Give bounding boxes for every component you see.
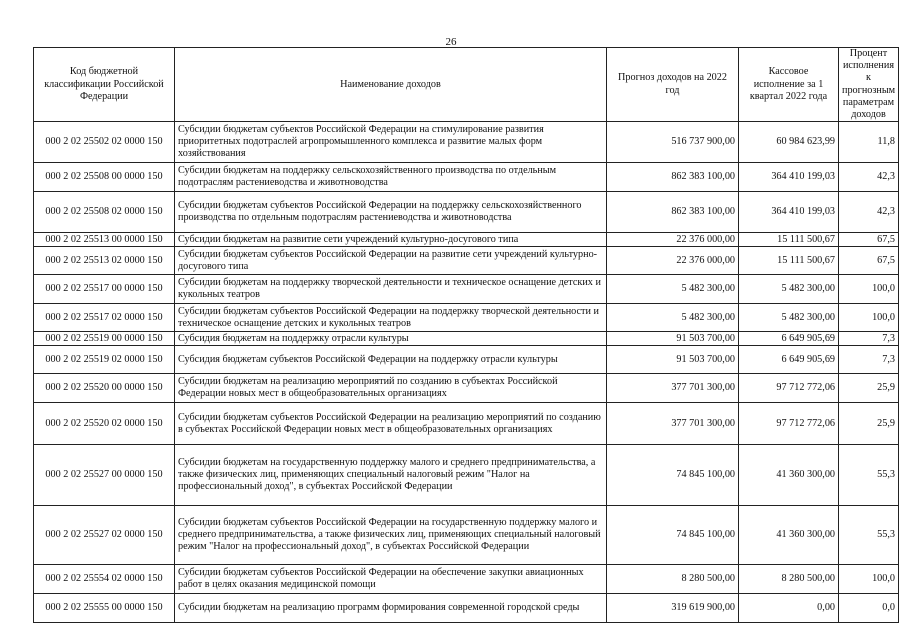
table-row xyxy=(34,304,899,332)
row-cash: 97 712 772,06 xyxy=(739,374,839,403)
row-cash: 8 280 500,00 xyxy=(739,565,839,594)
row-code: 000 2 02 25502 02 0000 150 xyxy=(34,122,175,163)
row-cash: 15 111 500,67 xyxy=(739,247,839,275)
row-name: Субсидия бюджетам субъектов Российской Федерации на поддержку отрасли культуры xyxy=(175,346,607,374)
row-name: Субсидии бюджетам субъектов Российской Федерации на государственную поддержку малого и среднего предпринимательства, а также физических лиц, применяющих специальный налоговый режим "Налог на профессиональный доход", в субъектах Российской Федерации xyxy=(175,506,607,565)
table-row xyxy=(34,192,899,233)
row-percent: 67,5 xyxy=(839,247,899,275)
row-percent: 42,3 xyxy=(839,192,899,233)
table-row xyxy=(34,594,899,623)
header-percent: Процент исполнения к прогнозным параметрам доходов xyxy=(839,48,899,122)
table-row xyxy=(34,275,899,304)
row-code: 000 2 02 25508 00 0000 150 xyxy=(34,163,175,192)
row-code: 000 2 02 25513 02 0000 150 xyxy=(34,247,175,275)
row-cash: 97 712 772,06 xyxy=(739,403,839,445)
row-percent: 100,0 xyxy=(839,275,899,304)
header-code: Код бюджетной классификации Российской Федерации xyxy=(34,48,175,122)
table-row xyxy=(34,565,899,594)
row-name: Субсидии бюджетам субъектов Российской Федерации на стимулирование развития приоритетных подотраслей агропромышленного комплекса и развитие малых форм хозяйствования xyxy=(175,122,607,163)
page-number: 26 xyxy=(445,36,457,48)
table-row xyxy=(34,332,899,346)
row-name: Субсидии бюджетам на государственную поддержку малого и среднего предпринимательства, а также физических лиц, применяющих специальный налоговый режим "Налог на профессиональный доход", в субъектах Российской Федерации xyxy=(175,445,607,506)
row-percent: 11,8 xyxy=(839,122,899,163)
row-code: 000 2 02 25527 02 0000 150 xyxy=(34,506,175,565)
row-code: 000 2 02 25555 00 0000 150 xyxy=(34,594,175,623)
row-forecast: 377 701 300,00 xyxy=(607,374,739,403)
row-name: Субсидии бюджетам на поддержку творческой деятельности и техническое оснащение детских и кукольных театров xyxy=(175,275,607,304)
row-cash: 364 410 199,03 xyxy=(739,192,839,233)
row-name: Субсидии бюджетам субъектов Российской Федерации на обеспечение закупки авиационных работ в целях оказания медицинской помощи xyxy=(175,565,607,594)
row-cash: 5 482 300,00 xyxy=(739,275,839,304)
row-forecast: 5 482 300,00 xyxy=(607,304,739,332)
row-code: 000 2 02 25520 00 0000 150 xyxy=(34,374,175,403)
row-forecast: 74 845 100,00 xyxy=(607,445,739,506)
row-cash: 41 360 300,00 xyxy=(739,506,839,565)
header-cash: Кассовое исполнение за 1 квартал 2022 года xyxy=(739,48,839,122)
row-forecast: 862 383 100,00 xyxy=(607,192,739,233)
row-code: 000 2 02 25520 02 0000 150 xyxy=(34,403,175,445)
row-forecast: 5 482 300,00 xyxy=(607,275,739,304)
table-row xyxy=(34,445,899,506)
row-percent: 25,9 xyxy=(839,403,899,445)
table-row xyxy=(34,247,899,275)
row-percent: 100,0 xyxy=(839,304,899,332)
row-name: Субсидии бюджетам на реализацию мероприятий по созданию в субъектах Российской Федерации новых мест в общеобразовательных организациях xyxy=(175,374,607,403)
header-forecast: Прогноз доходов на 2022 год xyxy=(607,48,739,122)
row-percent: 67,5 xyxy=(839,233,899,247)
table-row xyxy=(34,346,899,374)
row-cash: 5 482 300,00 xyxy=(739,304,839,332)
row-code: 000 2 02 25527 00 0000 150 xyxy=(34,445,175,506)
row-name: Субсидии бюджетам субъектов Российской Федерации на поддержку творческой деятельности и техническое оснащение детских и кукольных театров xyxy=(175,304,607,332)
row-cash: 60 984 623,99 xyxy=(739,122,839,163)
row-code: 000 2 02 25517 02 0000 150 xyxy=(34,304,175,332)
revenue-table xyxy=(33,47,899,623)
row-percent: 0,0 xyxy=(839,594,899,623)
row-name: Субсидия бюджетам на поддержку отрасли культуры xyxy=(175,332,607,346)
row-percent: 42,3 xyxy=(839,163,899,192)
row-percent: 100,0 xyxy=(839,565,899,594)
row-forecast: 91 503 700,00 xyxy=(607,346,739,374)
table-row xyxy=(34,374,899,403)
row-name: Субсидии бюджетам субъектов Российской Федерации на поддержку сельскохозяйственного производства по отдельным подотраслям растениеводства и животноводства xyxy=(175,192,607,233)
row-forecast: 91 503 700,00 xyxy=(607,332,739,346)
row-name: Субсидии бюджетам на поддержку сельскохозяйственного производства по отдельным подотраслям растениеводства и животноводства xyxy=(175,163,607,192)
table-row xyxy=(34,403,899,445)
table-row xyxy=(34,233,899,247)
row-cash: 41 360 300,00 xyxy=(739,445,839,506)
row-forecast: 22 376 000,00 xyxy=(607,233,739,247)
row-name: Субсидии бюджетам на развитие сети учреждений культурно-досугового типа xyxy=(175,233,607,247)
row-percent: 55,3 xyxy=(839,445,899,506)
row-forecast: 377 701 300,00 xyxy=(607,403,739,445)
row-percent: 25,9 xyxy=(839,374,899,403)
row-percent: 7,3 xyxy=(839,332,899,346)
row-cash: 6 649 905,69 xyxy=(739,346,839,374)
table-row xyxy=(34,163,899,192)
row-code: 000 2 02 25519 00 0000 150 xyxy=(34,332,175,346)
table-row xyxy=(34,122,899,163)
row-forecast: 22 376 000,00 xyxy=(607,247,739,275)
row-code: 000 2 02 25517 00 0000 150 xyxy=(34,275,175,304)
row-name: Субсидии бюджетам на реализацию программ формирования современной городской среды xyxy=(175,594,607,623)
row-cash: 0,00 xyxy=(739,594,839,623)
row-percent: 7,3 xyxy=(839,346,899,374)
row-code: 000 2 02 25554 02 0000 150 xyxy=(34,565,175,594)
row-forecast: 8 280 500,00 xyxy=(607,565,739,594)
table-row xyxy=(34,506,899,565)
row-percent: 55,3 xyxy=(839,506,899,565)
row-forecast: 74 845 100,00 xyxy=(607,506,739,565)
row-code: 000 2 02 25508 02 0000 150 xyxy=(34,192,175,233)
row-forecast: 319 619 900,00 xyxy=(607,594,739,623)
row-cash: 364 410 199,03 xyxy=(739,163,839,192)
row-code: 000 2 02 25519 02 0000 150 xyxy=(34,346,175,374)
row-cash: 15 111 500,67 xyxy=(739,233,839,247)
row-name: Субсидии бюджетам субъектов Российской Федерации на реализацию мероприятий по созданию в субъектах Российской Федерации новых мест в общеобразовательных организациях xyxy=(175,403,607,445)
row-name: Субсидии бюджетам субъектов Российской Федерации на развитие сети учреждений культурно-досугового типа xyxy=(175,247,607,275)
table-header-row xyxy=(34,48,899,122)
row-forecast: 516 737 900,00 xyxy=(607,122,739,163)
row-cash: 6 649 905,69 xyxy=(739,332,839,346)
row-forecast: 862 383 100,00 xyxy=(607,163,739,192)
row-code: 000 2 02 25513 00 0000 150 xyxy=(34,233,175,247)
header-name: Наименование доходов xyxy=(175,48,607,122)
